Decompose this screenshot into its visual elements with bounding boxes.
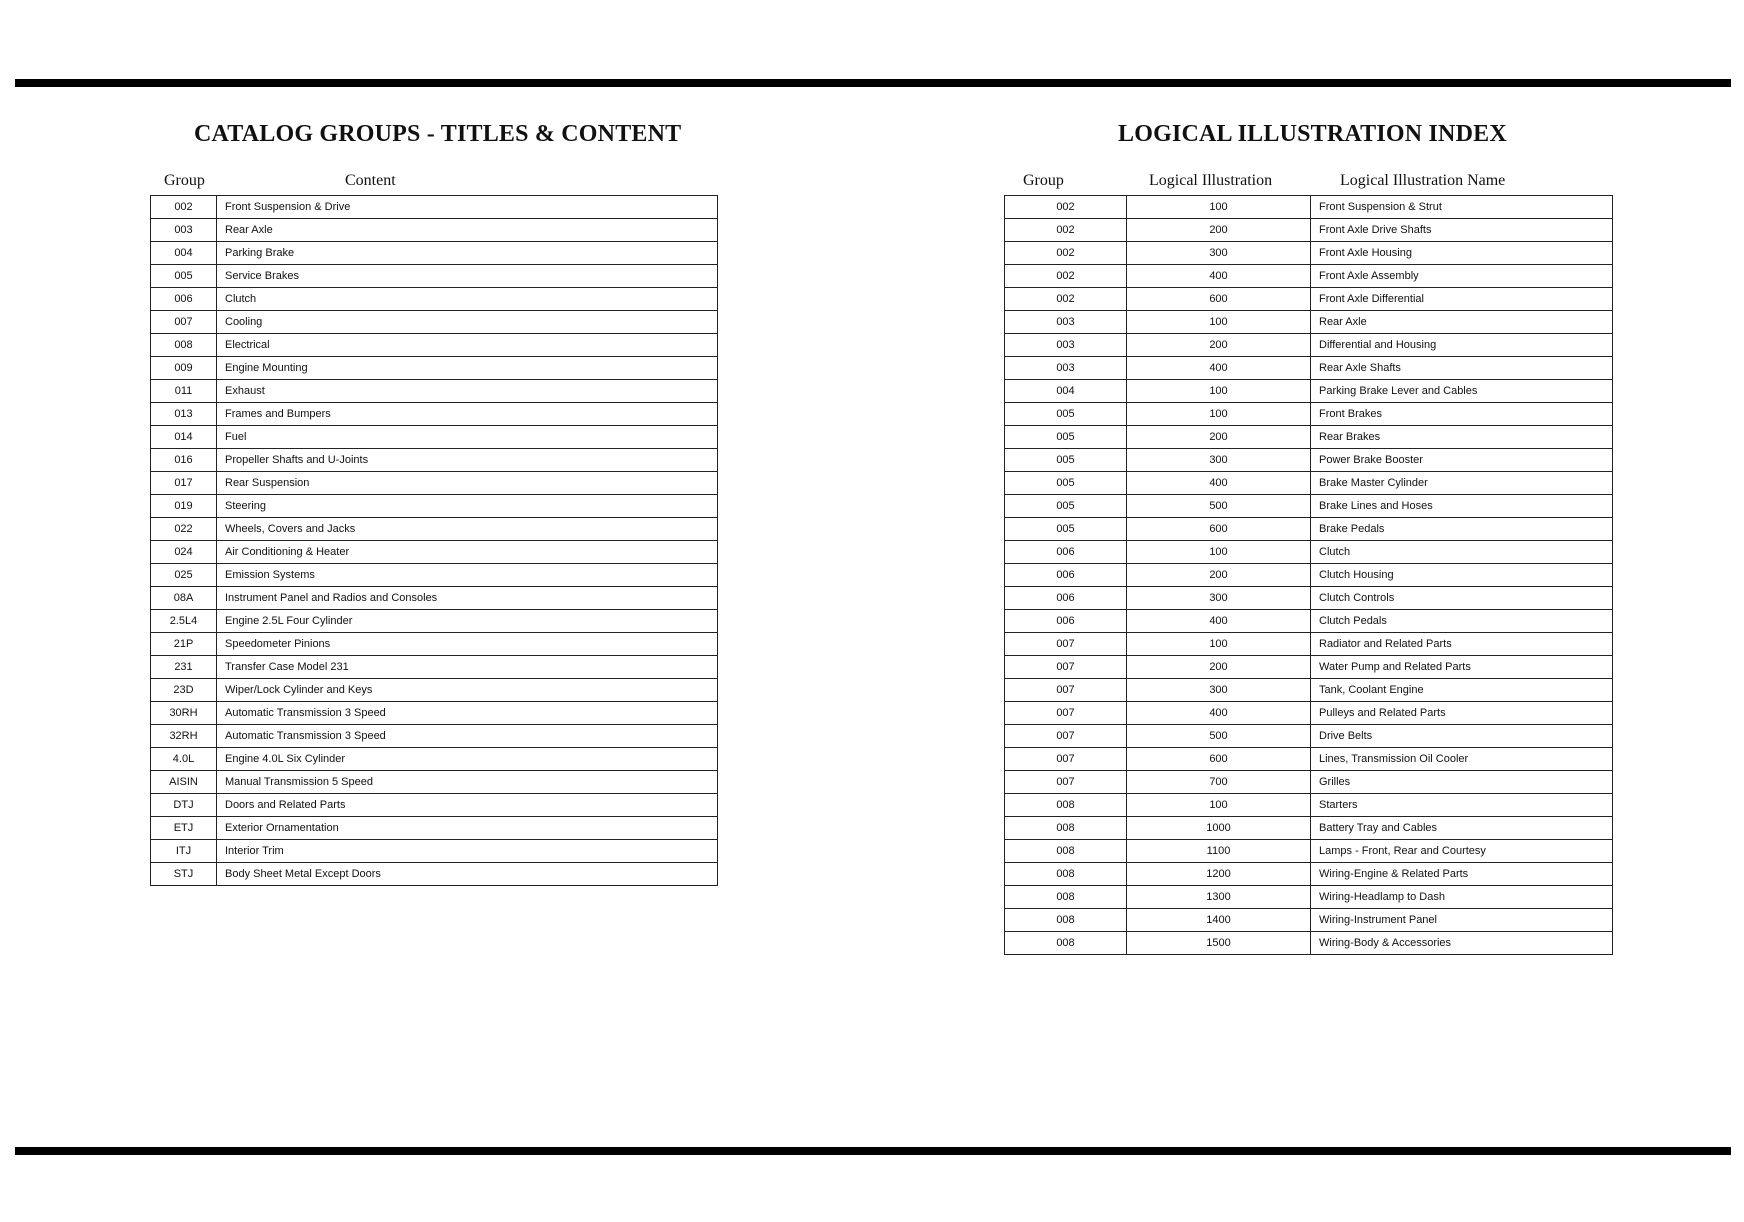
table-row (151, 311, 718, 334)
group-cell: 007 (151, 311, 217, 334)
illustration-number-cell: 200 (1127, 219, 1311, 242)
table-row (1005, 265, 1613, 288)
group-cell: 008 (1005, 840, 1127, 863)
illustration-name-cell: Wiring-Body & Accessories (1311, 932, 1613, 955)
illustration-name-cell: Front Suspension & Strut (1311, 196, 1613, 219)
illustration-name-cell: Power Brake Booster (1311, 449, 1613, 472)
content-cell: Engine Mounting (217, 357, 718, 380)
group-cell: AISIN (151, 771, 217, 794)
content-cell: Automatic Transmission 3 Speed (217, 725, 718, 748)
table-row (151, 518, 718, 541)
table-row (151, 334, 718, 357)
table-row (151, 472, 718, 495)
group-cell: 003 (151, 219, 217, 242)
table-row (1005, 840, 1613, 863)
table-row (1005, 380, 1613, 403)
illustration-number-cell: 100 (1127, 196, 1311, 219)
table-row (151, 357, 718, 380)
right-header-name: Logical Illustration Name (1340, 172, 1506, 189)
table-row (151, 495, 718, 518)
content-cell: Engine 2.5L Four Cylinder (217, 610, 718, 633)
table-row (151, 426, 718, 449)
illustration-name-cell: Wiring-Instrument Panel (1311, 909, 1613, 932)
group-cell: 002 (151, 196, 217, 219)
group-cell: 008 (151, 334, 217, 357)
group-cell: 008 (1005, 909, 1127, 932)
illustration-number-cell: 400 (1127, 357, 1311, 380)
illustration-number-cell: 600 (1127, 518, 1311, 541)
content-cell: Fuel (217, 426, 718, 449)
illustration-name-cell: Front Axle Differential (1311, 288, 1613, 311)
group-cell: 007 (1005, 702, 1127, 725)
table-row (1005, 242, 1613, 265)
group-cell: 004 (151, 242, 217, 265)
content-cell: Automatic Transmission 3 Speed (217, 702, 718, 725)
table-row (1005, 748, 1613, 771)
illustration-name-cell: Front Brakes (1311, 403, 1613, 426)
table-row (151, 725, 718, 748)
illustration-name-cell: Rear Brakes (1311, 426, 1613, 449)
table-row (151, 863, 718, 886)
table-row (151, 702, 718, 725)
table-row (151, 817, 718, 840)
illustration-number-cell: 300 (1127, 242, 1311, 265)
group-cell: 002 (1005, 219, 1127, 242)
illustration-name-cell: Rear Axle Shafts (1311, 357, 1613, 380)
group-cell: 008 (1005, 794, 1127, 817)
group-cell: 2.5L4 (151, 610, 217, 633)
group-cell: 003 (1005, 311, 1127, 334)
group-cell: 019 (151, 495, 217, 518)
illustration-number-cell: 100 (1127, 633, 1311, 656)
group-cell: 016 (151, 449, 217, 472)
illustration-name-cell: Lamps - Front, Rear and Courtesy (1311, 840, 1613, 863)
illustration-number-cell: 600 (1127, 748, 1311, 771)
illustration-name-cell: Clutch (1311, 541, 1613, 564)
illustration-number-cell: 200 (1127, 656, 1311, 679)
illustration-number-cell: 700 (1127, 771, 1311, 794)
group-cell: DTJ (151, 794, 217, 817)
table-row (1005, 771, 1613, 794)
table-row (151, 840, 718, 863)
table-row (1005, 288, 1613, 311)
illustration-number-cell: 400 (1127, 610, 1311, 633)
table-row (151, 219, 718, 242)
group-cell: 002 (1005, 265, 1127, 288)
group-cell: 008 (1005, 932, 1127, 955)
illustration-number-cell: 200 (1127, 564, 1311, 587)
group-cell: 007 (1005, 656, 1127, 679)
table-row (1005, 794, 1613, 817)
illustration-number-cell: 1000 (1127, 817, 1311, 840)
table-row (151, 564, 718, 587)
content-cell: Exterior Ornamentation (217, 817, 718, 840)
group-cell: 005 (1005, 472, 1127, 495)
illustration-number-cell: 100 (1127, 403, 1311, 426)
table-row (1005, 495, 1613, 518)
illustration-number-cell: 1500 (1127, 932, 1311, 955)
left-header-content: Content (345, 172, 396, 189)
illustration-name-cell: Water Pump and Related Parts (1311, 656, 1613, 679)
illustration-number-cell: 100 (1127, 541, 1311, 564)
illustration-name-cell: Lines, Transmission Oil Cooler (1311, 748, 1613, 771)
catalog-groups-title: CATALOG GROUPS - TITLES & CONTENT (194, 121, 682, 147)
table-row (1005, 472, 1613, 495)
group-cell: 008 (1005, 863, 1127, 886)
group-cell: 4.0L (151, 748, 217, 771)
table-row (1005, 702, 1613, 725)
table-row (1005, 334, 1613, 357)
group-cell: 008 (1005, 817, 1127, 840)
group-cell: 23D (151, 679, 217, 702)
group-cell: 006 (1005, 587, 1127, 610)
illustration-number-cell: 300 (1127, 679, 1311, 702)
table-row (1005, 426, 1613, 449)
content-cell: Cooling (217, 311, 718, 334)
logical-illustration-index-title: LOGICAL ILLUSTRATION INDEX (1118, 121, 1507, 147)
content-cell: Front Suspension & Drive (217, 196, 718, 219)
content-cell: Manual Transmission 5 Speed (217, 771, 718, 794)
table-row (151, 380, 718, 403)
group-cell: 017 (151, 472, 217, 495)
top-rule (15, 79, 1731, 87)
illustration-number-cell: 100 (1127, 794, 1311, 817)
content-cell: Engine 4.0L Six Cylinder (217, 748, 718, 771)
group-cell: 007 (1005, 748, 1127, 771)
group-cell: 005 (1005, 426, 1127, 449)
table-row (1005, 403, 1613, 426)
illustration-name-cell: Starters (1311, 794, 1613, 817)
group-cell: 003 (1005, 357, 1127, 380)
group-cell: 08A (151, 587, 217, 610)
illustration-number-cell: 100 (1127, 380, 1311, 403)
group-cell: 007 (1005, 725, 1127, 748)
illustration-number-cell: 200 (1127, 334, 1311, 357)
right-header-group: Group (1023, 172, 1064, 189)
table-row (1005, 219, 1613, 242)
group-cell: ITJ (151, 840, 217, 863)
content-cell: Transfer Case Model 231 (217, 656, 718, 679)
table-row (1005, 357, 1613, 380)
illustration-number-cell: 200 (1127, 426, 1311, 449)
group-cell: 025 (151, 564, 217, 587)
table-row (151, 403, 718, 426)
group-cell: 006 (1005, 610, 1127, 633)
group-cell: 009 (151, 357, 217, 380)
content-cell: Air Conditioning & Heater (217, 541, 718, 564)
content-cell: Wiper/Lock Cylinder and Keys (217, 679, 718, 702)
content-cell: Rear Axle (217, 219, 718, 242)
illustration-number-cell: 1300 (1127, 886, 1311, 909)
illustration-name-cell: Parking Brake Lever and Cables (1311, 380, 1613, 403)
group-cell: 007 (1005, 771, 1127, 794)
group-cell: 32RH (151, 725, 217, 748)
table-row (151, 196, 718, 219)
content-cell: Rear Suspension (217, 472, 718, 495)
content-cell: Steering (217, 495, 718, 518)
content-cell: Instrument Panel and Radios and Consoles (217, 587, 718, 610)
right-header-illustration: Logical Illustration (1149, 172, 1273, 189)
illustration-number-cell: 300 (1127, 587, 1311, 610)
group-cell: 004 (1005, 380, 1127, 403)
illustration-number-cell: 600 (1127, 288, 1311, 311)
illustration-name-cell: Clutch Pedals (1311, 610, 1613, 633)
group-cell: ETJ (151, 817, 217, 840)
table-row (151, 288, 718, 311)
content-cell: Exhaust (217, 380, 718, 403)
group-cell: 005 (1005, 403, 1127, 426)
table-row (1005, 449, 1613, 472)
table-row (1005, 725, 1613, 748)
group-cell: 005 (1005, 495, 1127, 518)
table-row (1005, 932, 1613, 955)
content-cell: Speedometer Pinions (217, 633, 718, 656)
illustration-name-cell: Grilles (1311, 771, 1613, 794)
illustration-number-cell: 100 (1127, 311, 1311, 334)
group-cell: 005 (1005, 518, 1127, 541)
group-cell: 014 (151, 426, 217, 449)
illustration-number-cell: 400 (1127, 265, 1311, 288)
content-cell: Electrical (217, 334, 718, 357)
illustration-number-cell: 1400 (1127, 909, 1311, 932)
logical-illustration-table (1004, 195, 1613, 955)
group-cell: 002 (1005, 242, 1127, 265)
group-cell: 008 (1005, 886, 1127, 909)
group-cell: 30RH (151, 702, 217, 725)
left-header-group: Group (164, 172, 205, 189)
group-cell: 21P (151, 633, 217, 656)
table-row (1005, 541, 1613, 564)
group-cell: 011 (151, 380, 217, 403)
illustration-name-cell: Front Axle Housing (1311, 242, 1613, 265)
table-row (151, 794, 718, 817)
group-cell: 002 (1005, 196, 1127, 219)
group-cell: 022 (151, 518, 217, 541)
illustration-name-cell: Rear Axle (1311, 311, 1613, 334)
illustration-name-cell: Brake Master Cylinder (1311, 472, 1613, 495)
content-cell: Clutch (217, 288, 718, 311)
table-row (1005, 863, 1613, 886)
illustration-name-cell: Tank, Coolant Engine (1311, 679, 1613, 702)
illustration-name-cell: Battery Tray and Cables (1311, 817, 1613, 840)
table-row (151, 587, 718, 610)
table-row (151, 541, 718, 564)
table-row (151, 633, 718, 656)
table-row (1005, 196, 1613, 219)
table-row (151, 265, 718, 288)
group-cell: STJ (151, 863, 217, 886)
illustration-name-cell: Brake Lines and Hoses (1311, 495, 1613, 518)
content-cell: Frames and Bumpers (217, 403, 718, 426)
illustration-number-cell: 1200 (1127, 863, 1311, 886)
group-cell: 006 (1005, 541, 1127, 564)
table-row (1005, 564, 1613, 587)
table-row (1005, 518, 1613, 541)
illustration-number-cell: 400 (1127, 702, 1311, 725)
content-cell: Wheels, Covers and Jacks (217, 518, 718, 541)
table-row (1005, 886, 1613, 909)
table-row (1005, 610, 1613, 633)
group-cell: 007 (1005, 679, 1127, 702)
illustration-name-cell: Wiring-Engine & Related Parts (1311, 863, 1613, 886)
group-cell: 007 (1005, 633, 1127, 656)
illustration-number-cell: 1100 (1127, 840, 1311, 863)
table-row (1005, 587, 1613, 610)
content-cell: Interior Trim (217, 840, 718, 863)
content-cell: Parking Brake (217, 242, 718, 265)
illustration-name-cell: Brake Pedals (1311, 518, 1613, 541)
group-cell: 006 (151, 288, 217, 311)
illustration-name-cell: Front Axle Assembly (1311, 265, 1613, 288)
illustration-name-cell: Drive Belts (1311, 725, 1613, 748)
table-row (151, 610, 718, 633)
group-cell: 003 (1005, 334, 1127, 357)
table-row (1005, 633, 1613, 656)
table-row (151, 771, 718, 794)
group-cell: 002 (1005, 288, 1127, 311)
illustration-number-cell: 400 (1127, 472, 1311, 495)
table-row (1005, 817, 1613, 840)
group-cell: 013 (151, 403, 217, 426)
table-row (151, 748, 718, 771)
illustration-name-cell: Clutch Controls (1311, 587, 1613, 610)
illustration-name-cell: Pulleys and Related Parts (1311, 702, 1613, 725)
content-cell: Body Sheet Metal Except Doors (217, 863, 718, 886)
illustration-name-cell: Wiring-Headlamp to Dash (1311, 886, 1613, 909)
illustration-name-cell: Front Axle Drive Shafts (1311, 219, 1613, 242)
table-row (1005, 909, 1613, 932)
group-cell: 005 (1005, 449, 1127, 472)
illustration-name-cell: Differential and Housing (1311, 334, 1613, 357)
catalog-groups-table (150, 195, 718, 886)
illustration-number-cell: 500 (1127, 495, 1311, 518)
content-cell: Doors and Related Parts (217, 794, 718, 817)
illustration-name-cell: Radiator and Related Parts (1311, 633, 1613, 656)
content-cell: Service Brakes (217, 265, 718, 288)
illustration-number-cell: 500 (1127, 725, 1311, 748)
table-row (151, 242, 718, 265)
table-row (1005, 311, 1613, 334)
illustration-number-cell: 300 (1127, 449, 1311, 472)
table-row (151, 656, 718, 679)
group-cell: 231 (151, 656, 217, 679)
group-cell: 024 (151, 541, 217, 564)
content-cell: Propeller Shafts and U-Joints (217, 449, 718, 472)
content-cell: Emission Systems (217, 564, 718, 587)
group-cell: 006 (1005, 564, 1127, 587)
table-row (151, 449, 718, 472)
group-cell: 005 (151, 265, 217, 288)
illustration-name-cell: Clutch Housing (1311, 564, 1613, 587)
table-row (1005, 656, 1613, 679)
table-row (151, 679, 718, 702)
table-row (1005, 679, 1613, 702)
bottom-rule (15, 1147, 1731, 1155)
